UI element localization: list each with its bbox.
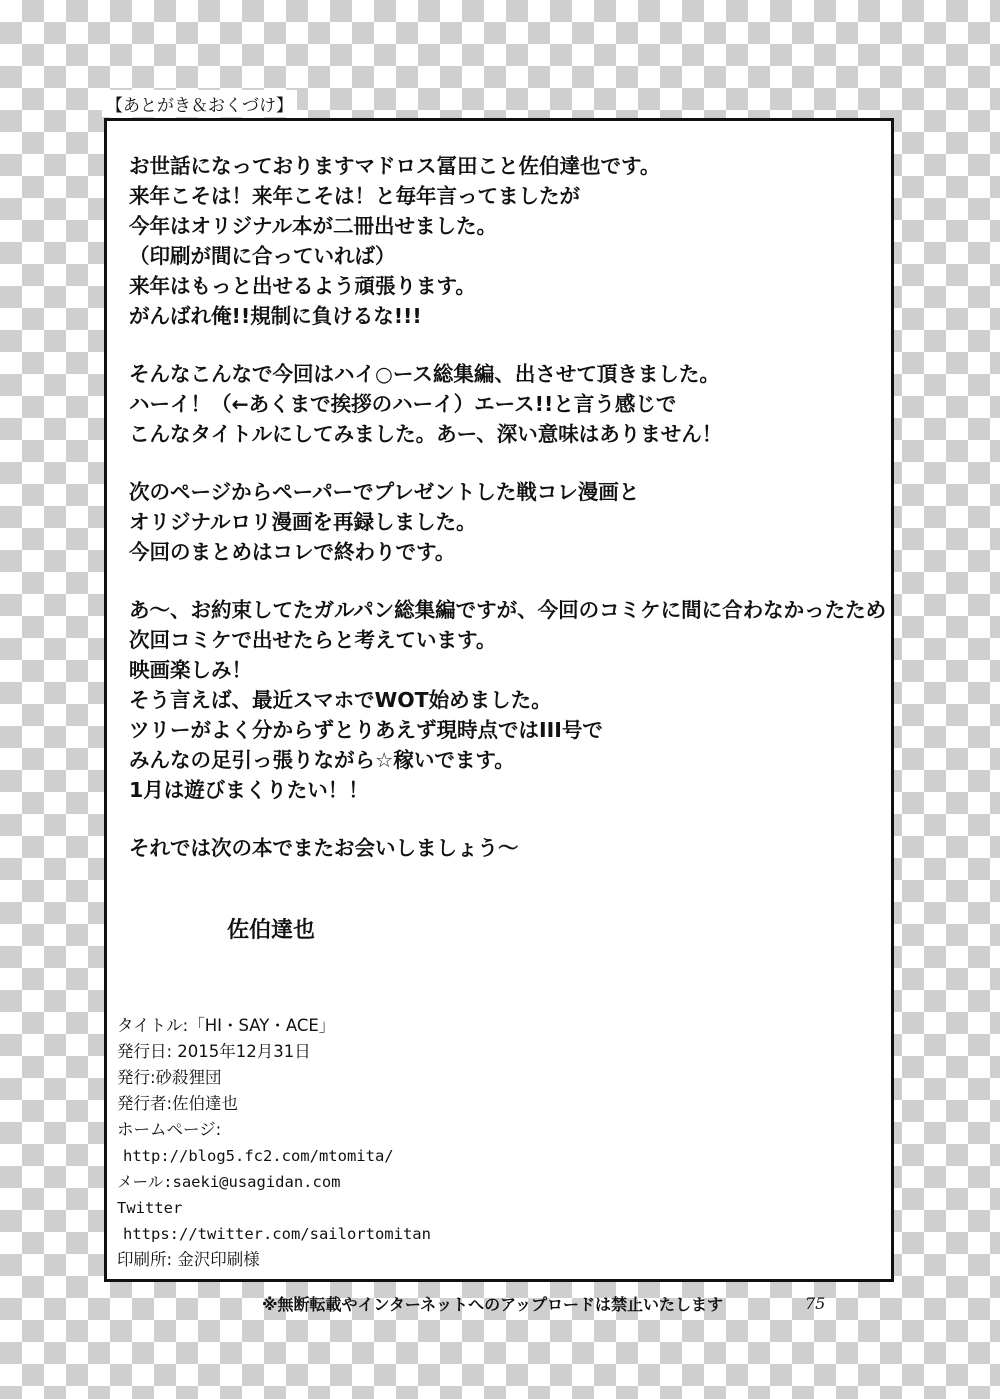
text-line: 次回コミケで出せたらと考えています。 bbox=[129, 628, 497, 652]
text-line: 来年こそは！来年こそは！と毎年言ってましたが bbox=[129, 184, 580, 208]
afterword-paragraph bbox=[129, 359, 889, 449]
text-line: オリジナルロリ漫画を再録しました。 bbox=[129, 510, 477, 534]
afterword-box bbox=[104, 118, 894, 1282]
afterword-text bbox=[129, 151, 889, 891]
text-line: そう言えば、最近スマホでWOT始めました。 bbox=[129, 688, 552, 712]
colophon-homepage-link[interactable]: http://blog5.fc2.com/mtomita/ bbox=[123, 1147, 394, 1165]
afterword-paragraph bbox=[129, 151, 889, 331]
text-line: 映画楽しみ！ bbox=[129, 658, 252, 682]
text-line: そんなこんなで今回はハイ○ース総集編、出させて頂きました。 bbox=[129, 362, 720, 386]
text-line: あ～、お約束してたガルパン総集編ですが、今回のコミケに間に合わなかったため bbox=[129, 598, 887, 622]
colophon-homepage-label: ホームページ: bbox=[117, 1120, 222, 1139]
colophon-title: タイトル:「HI・SAY・ACE」 bbox=[117, 1016, 336, 1035]
afterword-paragraph bbox=[129, 595, 889, 805]
text-line: 来年はもっと出せるよう頑張ります。 bbox=[129, 274, 476, 298]
afterword-paragraph bbox=[129, 477, 889, 567]
text-line: 今年はオリジナル本が二冊出せました。 bbox=[129, 214, 497, 238]
page-number: 75 bbox=[805, 1294, 826, 1313]
text-line: 次のページからペーパーでプレゼントした戦コレ漫画と bbox=[129, 480, 640, 504]
colophon-twitter-label: Twitter bbox=[117, 1199, 183, 1217]
colophon-printer: 印刷所: 金沢印刷様 bbox=[117, 1250, 260, 1269]
text-line: こんなタイトルにしてみました。あー、深い意味はありません！ bbox=[129, 422, 723, 446]
signature: 佐伯達也 bbox=[227, 918, 316, 943]
colophon-author: 発行者:佐伯達也 bbox=[117, 1094, 239, 1113]
text-line: それでは次の本でまたお会いしましょう～ bbox=[129, 836, 519, 860]
text-line: 今回のまとめはコレで終わりです。 bbox=[129, 540, 456, 564]
colophon-twitter-link[interactable]: https://twitter.com/sailortomitan bbox=[123, 1225, 431, 1243]
colophon-mail[interactable]: メール:saeki@usagidan.com bbox=[117, 1173, 341, 1191]
copyright-notice: ※無断転載やインターネットへのアップロードは禁止いたします bbox=[262, 1295, 723, 1314]
colophon-date: 発行日: 2015年12月31日 bbox=[117, 1042, 311, 1061]
text-line: 1月は遊びまくりたい！！ bbox=[129, 778, 369, 802]
section-header: 【あとがき＆おくづけ】 bbox=[102, 90, 297, 117]
text-line: お世話になっておりますマドロス冨田こと佐伯達也です。 bbox=[129, 154, 661, 178]
text-line: （印刷が間に合っていれば） bbox=[129, 244, 396, 268]
afterword-paragraph bbox=[129, 833, 889, 863]
text-line: ハーイ！（←あくまで挨拶のハーイ）エース!!と言う感じで bbox=[129, 392, 677, 416]
text-line: がんばれ俺!!規制に負けるな!!! bbox=[129, 304, 422, 328]
colophon-publisher: 発行:砂殺狸団 bbox=[117, 1068, 222, 1087]
colophon bbox=[117, 1013, 877, 1273]
text-line: みんなの足引っ張りながら☆稼いでます。 bbox=[129, 748, 515, 772]
text-line: ツリーがよく分からずとりあえず現時点ではIII号で bbox=[129, 718, 603, 742]
